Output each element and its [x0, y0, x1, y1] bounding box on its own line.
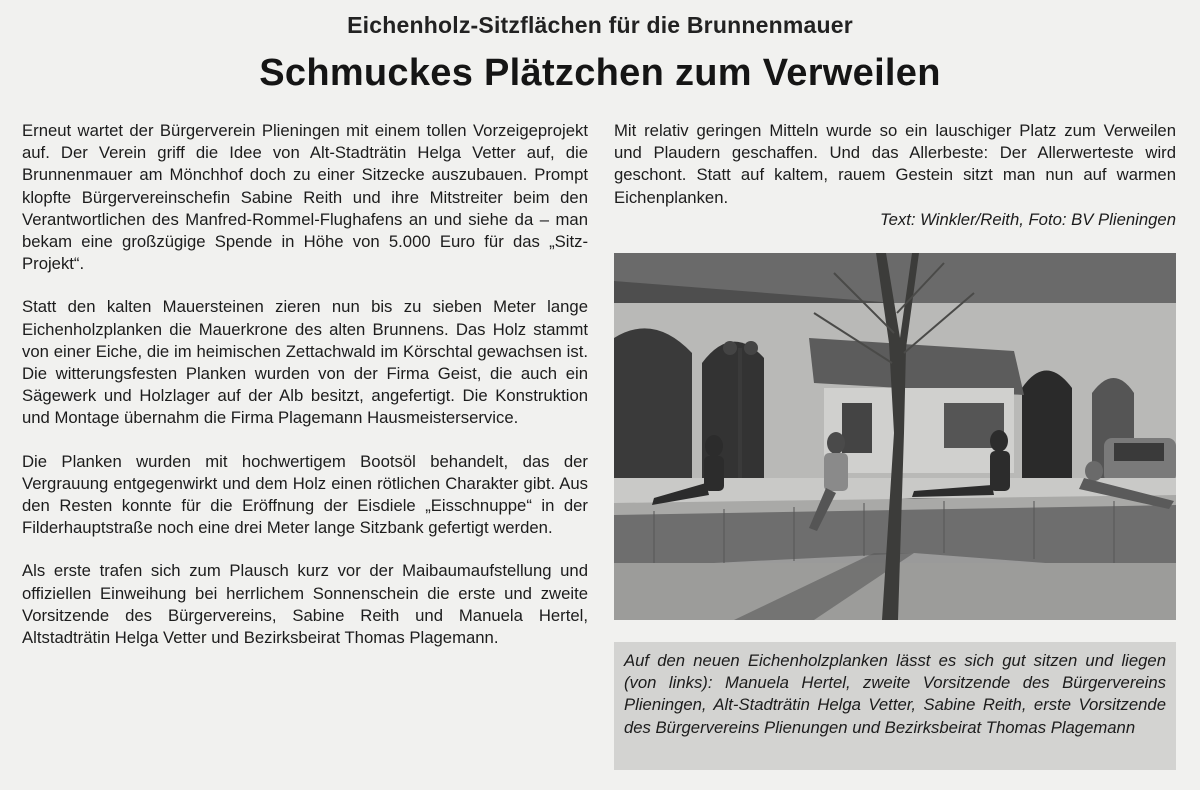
- paragraph-2: Statt den kalten Mauersteinen zieren nun bis zu sieben Meter lange Eichenholzplanken die Mauerkrone des alten Brunnens. Das Holz stammt von einer Eiche, die im heimischen Zettachwald im Körschtal gewachsen ist. Die witterungsfesten Planken wurden von der Firma Geist, die auch ein Sägewerk und Holzlager auf der Alb besitzt, angefertigt. Die Konstruktion und Montage übernahm die Firma Plagemann Hausmeisterservice.: [22, 297, 588, 428]
- paragraph-3: Die Planken wurden mit hochwertigem Bootsöl behandelt, das der Vergrauung entgegenwirkt und dem Holz einen rötlichen Charakter gibt. Aus den Resten konnte für die Eröffnung der Eisdiele „Eisschnuppe“ in der Filderhauptstraße noch eine drei Meter lange Sitzbank gefertigt werden.: [22, 451, 588, 538]
- paragraph-5: Mit relativ geringen Mitteln wurde so ein lauschiger Platz zum Verweilen und Plaudern geschaffen. Und das Allerbeste: Der Allerwerteste wird geschont. Statt auf kaltem, rauem Gestein sitzt man nun auf warmen Eichenplanken.: [614, 121, 1176, 207]
- paragraph-4: Als erste trafen sich zum Plausch kurz vor der Maibaumaufstellung und offiziellen Einweihung bei herrlichem Sonnenschein die erste und zweite Vorsitzende des Bürgervereins, Sabine Reith und Manuela Hertel, Altstadträtin Helga Vetter und Bezirksbeirat Thomas Plagemann.: [22, 561, 588, 648]
- left-column: [22, 120, 588, 670]
- right-column: [614, 120, 1176, 231]
- photo-credit: Text: Winkler/Reith, Foto: BV Plieningen: [879, 209, 1176, 229]
- photo-caption: Auf den neuen Eichenholzplanken lässt es sich gut sitzen und liegen (von links): Manuela Hertel, zweite Vorsitzende des Bürgervereins Plieningen, Alt-Stadträtin Helga Vetter, Sabine Reith, erste Vorsitzende des Bürgervereins Plienungen und Bezirksbeirat Thomas Plagemann: [614, 642, 1176, 770]
- paragraph-1: Erneut wartet der Bürgerverein Plieningen mit einem tollen Vorzeigeprojekt auf. Der Verein griff die Idee von Alt-Stadträtin Helga Vetter auf, die Brunnenmauer am Mönchhof doch zu einer Sitzecke auszubauen. Prompt klopfte Bürgervereinschefin Sabine Reith und ihre Mitstreiter beim den Verantwortlichen des Manfred-Rommel-Flughafens an und siehe da – man bekam eine großzügige Spende in Höhe von 5.000 Euro für das „Sitz-Projekt“.: [22, 121, 588, 274]
- article-photo: [614, 253, 1176, 620]
- photo-illustration: [614, 253, 1176, 620]
- headline: Schmuckes Plätzchen zum Verweilen: [259, 52, 941, 94]
- kicker: Eichenholz-Sitzflächen für die Brunnenmauer: [347, 12, 853, 38]
